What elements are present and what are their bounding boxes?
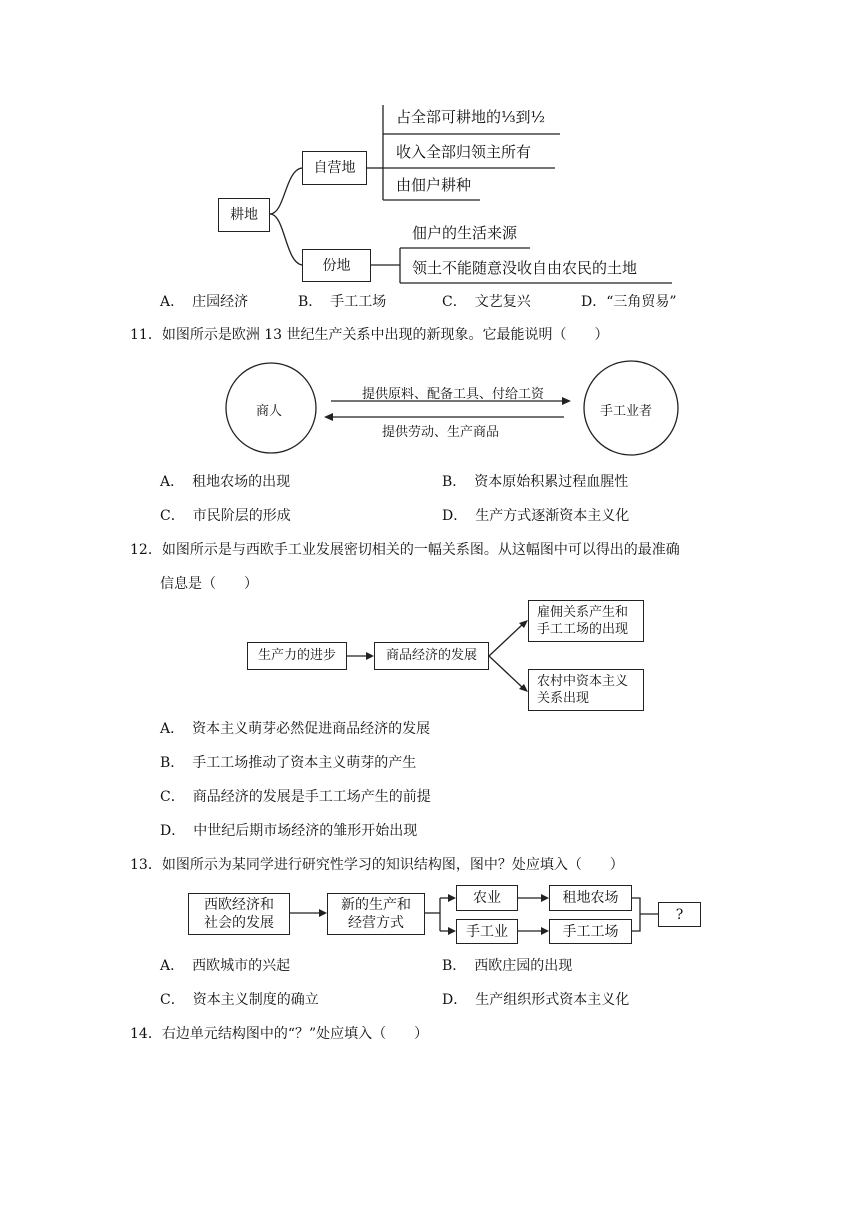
employment-label-line2: 手工工场的出现 [537,622,629,637]
merchant-label: 商人 [256,404,283,419]
option-letter: D． [442,992,468,1008]
handicraft-label: 手工业 [466,923,508,940]
arrow-bottom-label: 提供劳动、生产商品 [382,425,500,440]
tree-node2-item: 佃户的生活来源 [412,224,518,242]
option-letter: C． [442,294,467,310]
new-production-box [327,893,425,935]
option-letter: D． [581,294,607,310]
option-text: 手工工场 [330,294,387,310]
unknown-box [658,902,701,927]
q12-stem-line2: 信息是（ ） [160,576,258,592]
unknown-label: ? [675,906,684,923]
tree-node1-item: 由佃户耕种 [396,176,472,194]
rural-capitalism-label-line2: 关系出现 [537,691,590,706]
option-text: 市民阶层的形成 [192,508,291,524]
option-text: 租地农场的出现 [192,474,291,490]
tree-node1-item: 占全部可耕地的⅓到½ [396,108,546,126]
tenant-farm-label: 租地农场 [562,890,619,906]
agriculture-label: 农业 [473,890,501,906]
option-letter: B． [442,958,467,974]
q13-option-d[interactable] [442,991,629,1009]
agriculture-box [456,885,518,911]
option-text: 资本原始积累过程血腥性 [474,474,629,490]
q14-stem: 14．右边单元结构图中的“？”处应填入（ ） [130,1026,429,1042]
workshop-label: 手工工场 [562,923,619,940]
option-text: 手工工场推动了资本主义萌芽的产生 [192,755,417,771]
option-letter: A． [160,721,185,737]
option-letter: B． [442,474,467,490]
option-text: 西欧城市的兴起 [192,958,291,974]
q13-option-c[interactable] [160,991,319,1009]
q13-option-a[interactable] [160,957,290,975]
productivity-label: 生产力的进步 [257,648,336,663]
tree-node2-item: 领土不能随意没收自由农民的土地 [412,259,638,277]
option-text: 庄园经济 [192,294,249,310]
option-letter: D． [160,823,186,839]
option-letter: C． [160,789,185,805]
q11-stem: 11．如图所示是欧洲 13 世纪生产关系中出现的新现象。它最能说明（ ） [130,327,609,343]
new-production-label-line1: 新的生产和 [341,897,411,913]
artisan-label: 手工业者 [600,404,653,419]
tenant-farm-box [549,885,632,911]
tree-node2-label: 份地 [322,257,351,274]
western-europe-label-line1: 西欧经济和 [204,897,274,913]
handicraft-box [456,919,518,944]
option-letter: A． [160,958,185,974]
commodity-economy-label: 商品经济的发展 [385,648,477,663]
option-letter: A． [160,294,185,310]
option-text: 商品经济的发展是手工工场产生的前提 [192,789,431,805]
q13-option-b[interactable] [442,957,572,975]
option-letter: C． [160,992,185,1008]
option-letter: C． [160,508,185,524]
option-text: 西欧庄园的出现 [474,958,573,974]
rural-capitalism-label-line1: 农村中资本主义 [537,674,629,689]
q13-stem: 13．如图所示为某同学进行研究性学习的知识结构图，图中？处应填入（ ） [130,857,624,873]
option-text: 生产组织形式资本主义化 [475,992,630,1008]
workshop-box [549,919,632,944]
tree-node1-item: 收入全部归领主所有 [396,143,532,161]
option-letter: D． [442,508,468,524]
option-text: 资本主义制度的确立 [192,992,319,1008]
tree-node1-label: 自营地 [313,160,356,176]
western-europe-box [188,893,290,935]
western-europe-label-line2: 社会的发展 [204,915,274,931]
option-text: 中世纪后期市场经济的雏形开始出现 [193,823,418,839]
new-production-label-line2: 经营方式 [348,915,404,931]
employment-label-line1: 雇佣关系产生和 [537,605,629,620]
option-text: 文艺复兴 [474,294,531,310]
q12-stem-line1: 12．如图所示是与西欧手工业发展密切相关的一幅关系图。从这幅图中可以得出的最准确 [130,542,680,558]
option-letter: A． [160,474,185,490]
option-text: 资本主义萌芽必然促进商品经济的发展 [192,721,431,737]
option-text: “三角贸易” [606,294,677,310]
arrow-top-label: 提供原料、配备工具、付给工资 [362,387,545,402]
tree-root-label: 耕地 [230,207,258,223]
option-letter: B． [160,755,185,771]
option-letter: B． [298,294,323,310]
option-text: 生产方式逐渐资本主义化 [475,508,630,524]
